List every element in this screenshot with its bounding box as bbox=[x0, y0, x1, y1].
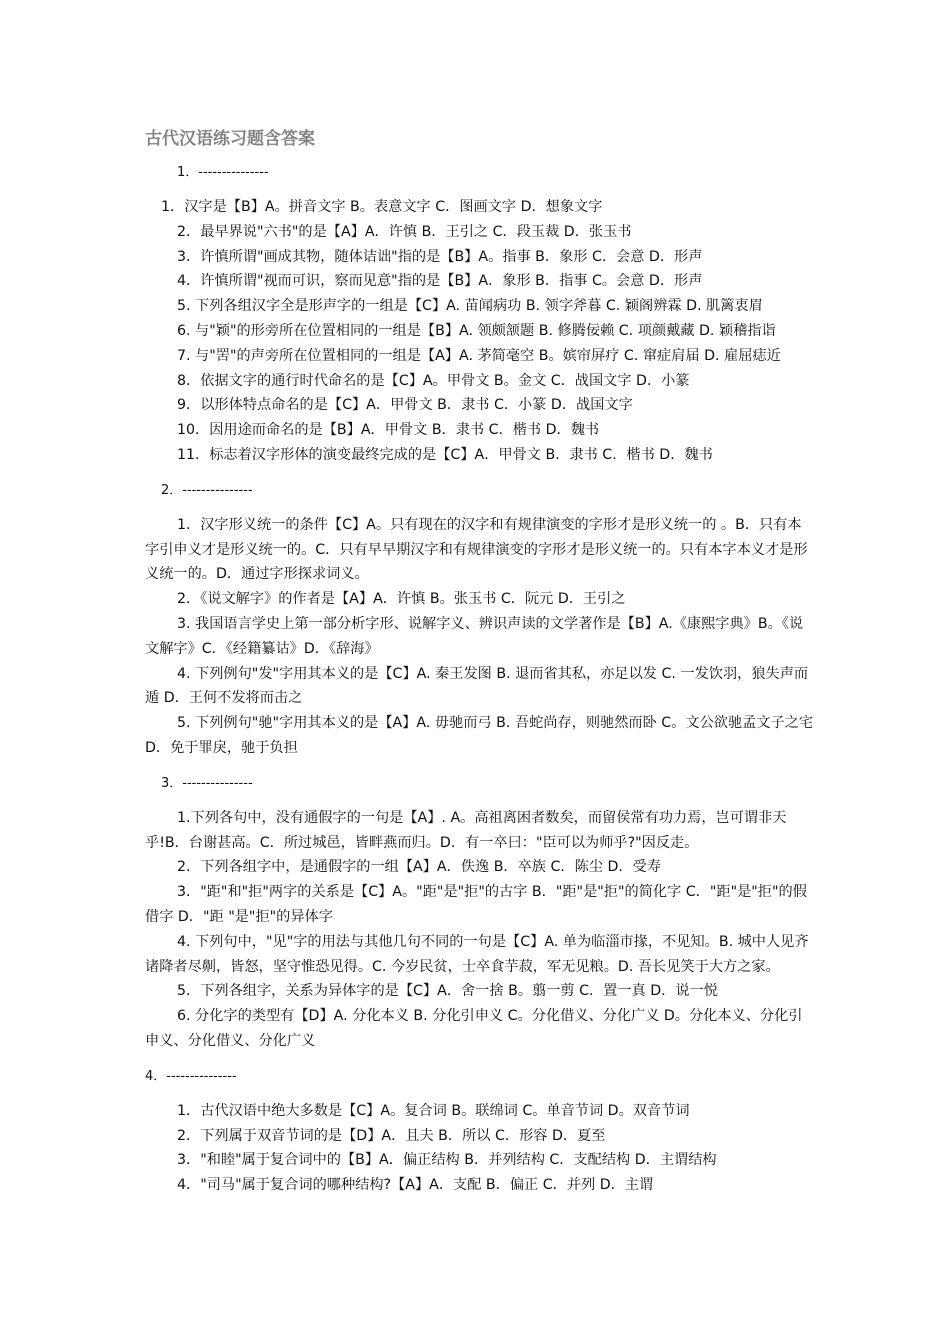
question-paragraph: 4．许慎所谓"视而可识，察而见意"指的是【B】A．象形 B．指事 C。会意 D．形声 bbox=[177, 273, 703, 290]
question-paragraph: 3. 我国语言学史上第一部分析字形、说解字义、辨识声读的文学著作是【B】A.《康熙字典》B。《说文解字》C．《经籍纂诂》D．《辞海》 bbox=[145, 615, 804, 657]
document-body bbox=[145, 163, 818, 1198]
document-title: 古代汉语练习题含答案 bbox=[145, 129, 315, 149]
question-paragraph: 1．汉字形义统一的条件【C】A。只有现在的汉字和有规律演变的字形才是形义统一的 。B．只有本字引申义才是形义统一的。C．只有早早期汉字和有规律演变的字形才是形义统一的。只有本字本义才是形义统一的。D．通过字形探求词义。 bbox=[145, 516, 808, 583]
question-paragraph: 8．依据文字的通行时代命名的是【C】A。甲骨文 B。金文 C．战国文字 D．小篆 bbox=[177, 372, 690, 389]
question-paragraph: 1.下列各句中，没有通假字的一句是【A】. A。高祖离困者数矣，而留侯常有功力焉，岂可谓非天乎!B．台谢甚高。C．所过城邑，皆畔燕而归。D．有一卒曰："臣可以为师乎?"因反走。 bbox=[145, 809, 787, 851]
question-paragraph: 2．下列各组字中，是通假字的一组【A】A．佚逸 B．卒族 C．陈尘 D．受寿 bbox=[177, 859, 661, 876]
question-paragraph: 2．《说文解字》的作者是【A】A．许慎 B。张玉书 C．阮元 D．王引之 bbox=[177, 591, 626, 608]
question-paragraph: 3．"距"和"拒"两字的关系是【C】A。"距"是"拒"的古字 B．"距"是"拒"的简化字 C．"距"是"拒"的假借字 D．"距 "是"拒"的异体字 bbox=[145, 884, 807, 925]
document-page bbox=[145, 128, 818, 1198]
question-paragraph: 3．"和睦"属于复合词中的【B】A．偏正结构 B．并列结构 C．支配结构 D．主谓结构 bbox=[177, 1152, 717, 1169]
question-paragraph: 5. 下列例句"驰"字用其本义的是【A】A. 毋驰而弓 B. 吾蛇尚存，则驰然而卧 C。文公欲驰孟文子之宅 D．免于罪戾，驰于负担 bbox=[145, 715, 818, 756]
question-paragraph: 2．下列属于双音节词的是【D】A．且夫 B．所以 C．形容 D．夏至 bbox=[177, 1127, 606, 1144]
question-paragraph: 7. 与"罟"的声旁所在位置相同的一组是【A】A. 茅简毫空 B。嫔帘屏疗 C. 窜症肩届 D. 雇屈痣近 bbox=[177, 347, 781, 364]
question-paragraph: 1．古代汉语中绝大多数是【C】A。复合词 B。联绵词 C。单音节词 D。双音节词 bbox=[177, 1102, 690, 1119]
section-divider: 2．--------------- bbox=[161, 482, 253, 498]
question-paragraph: 10．因用途而命名的是【B】A．甲骨文 B．隶书 C．楷书 D．魏书 bbox=[177, 422, 600, 439]
question-paragraph: 3．许慎所谓"画成其物，随体诘诎"指的是【B】A。指事 B．象形 C．会意 D．形声 bbox=[177, 248, 703, 265]
question-paragraph: 6. 与"颖"的形旁所在位置相同的一组是【B】A. 领颇颔题 B. 修腾佞赖 C. 项颜戴藏 D. 颖稽指诣 bbox=[177, 322, 776, 339]
question-paragraph: 9．以形体特点命名的是【C】A．甲骨文 B．隶书 C．小篆 D．战国文字 bbox=[177, 397, 633, 414]
question-paragraph: 4. 下列句中，"见"字的用法与其他几句不同的一句是【C】A. 单为临淄市掾，不见知。B. 城中人见齐诸降者尽劓，皆怒，坚守惟恐见得。C. 今岁民贫，士卒食芋菽，军无见粮。D. 吾长见笑于大方之家。 bbox=[145, 933, 809, 975]
section-divider: 4．--------------- bbox=[145, 1068, 237, 1084]
question-paragraph: 11．标志着汉字形体的演变最终完成的是【C】A．甲骨文 B．隶书 C．楷书 D．魏书 bbox=[177, 446, 713, 463]
question-paragraph: 1．汉字是【B】A。拼音文字 B。表意文字 C．图画文字 D．想象文字 bbox=[161, 199, 603, 215]
question-paragraph: 2．最早界说"六书"的是【A】A．许慎 B．王引之 C．段玉裁 D．张玉书 bbox=[177, 223, 632, 240]
question-paragraph: 5．下列各组字，关系为异体字的是【C】A．舍一捨 B。翦一剪 C．置一真 D．说一悦 bbox=[177, 983, 718, 1000]
question-paragraph: 4. 下列例句"发"字用其本义的是【C】A. 秦王发图 B. 退而省其私，亦足以发 C. 一发饮羽，狼失声而遁 D．王何不发将而击之 bbox=[145, 665, 809, 707]
section-divider: 1．--------------- bbox=[177, 165, 269, 180]
question-paragraph: 4．"司马"属于复合词的哪种结构?【A】A．支配 B．偏正 C．并列 D．主谓 bbox=[177, 1177, 654, 1194]
question-paragraph: 6. 分化字的类型有【D】A. 分化本义 B. 分化引申义 C。分化借义、分化广义 D。分化本义、分化引申义、分化借义、分化广义 bbox=[145, 1008, 803, 1049]
question-paragraph: 5. 下列各组汉字全是形声字的一组是【C】A. 苗闻病功 B. 领字斧暮 C. 颖阁辨霖 D. 肌篱衷眉 bbox=[177, 298, 763, 315]
section-divider: 3．--------------- bbox=[161, 775, 253, 791]
